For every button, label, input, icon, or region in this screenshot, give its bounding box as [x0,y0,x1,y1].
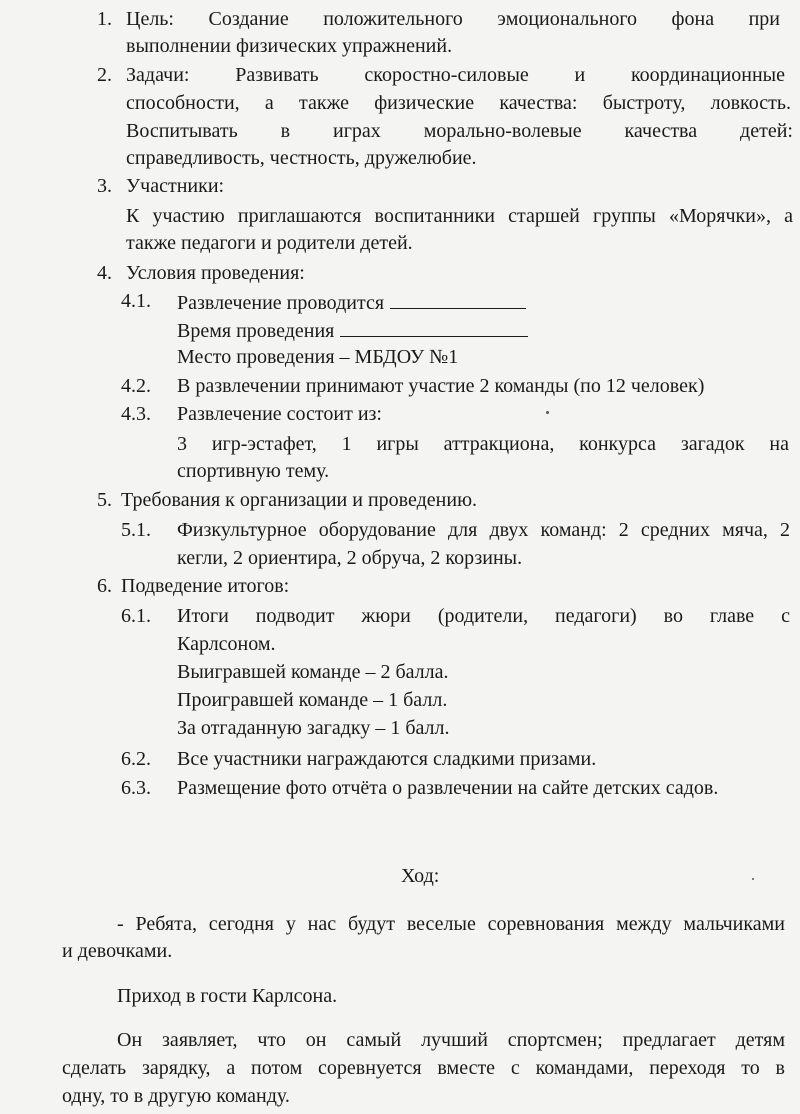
subitem-number: 5.1. [121,519,151,541]
paragraph-line: и девочками. [62,940,173,962]
goal-line: выполнении физических упражнений. [126,35,453,57]
item-number: 3. [97,175,112,197]
conditions-line: спортивную тему. [177,460,330,482]
subitem-number: 6.3. [121,777,151,799]
conditions-line [177,318,528,342]
tasks-line: Воспитывать в играх морально-волевые качества детей: [126,120,793,142]
item-title: Участники: [126,175,225,197]
participants-line: также педагоги и родители детей. [126,232,413,254]
section-heading: Ход: [401,865,440,887]
paragraph-line: одну, то в другую команду. [62,1085,290,1107]
conditions-text: Развлечение проводится [177,292,385,314]
blank-field [390,290,526,309]
results-line: Выигравшей команде – 2 балла. [177,661,449,683]
results-line: Размещение фото отчёта о развлечении на сайте детских садов. [177,777,719,799]
subitem-number: 6.1. [121,605,151,627]
conditions-line: 3 игр-эстафет, 1 игры аттракциона, конкурса загадок на [177,433,789,455]
paragraph-line: Приход в гости Карлсона. [117,985,338,1007]
tasks-line: Задачи: Развивать скоростно-силовые и координационные [126,64,785,86]
results-line: Все участники награждаются сладкими призами. [177,748,597,770]
requirements-line: кегли, 2 ориентира, 2 обруча, 2 корзины. [177,547,523,569]
item-number: 4. [97,262,112,284]
item-number: 2. [97,64,112,86]
tasks-line: справедливость, честность, дружелюбие. [126,147,477,169]
tasks-line: способности, а также физические качества: быстроту, ловкость. [126,92,791,114]
conditions-line: В развлечении принимают участие 2 команды (по 12 человек) [177,375,705,397]
results-line: За отгаданную загадку – 1 балл. [177,717,450,739]
subitem-number: 4.3. [121,403,151,425]
conditions-line: Место проведения – МБДОУ №1 [177,346,459,368]
paragraph-line: - Ребята, сегодня у нас будут веселые соревнования между мальчиками [117,913,785,935]
item-title: Условия проведения: [126,262,305,284]
results-line: Проигравшей команде – 1 балл. [177,689,448,711]
scan-speck [546,411,549,414]
item-title: Подведение итогов: [121,575,290,597]
item-number: 1. [97,8,112,30]
paragraph-line: Он заявляет, что он самый лучший спортсмен; предлагает детям [117,1029,785,1051]
requirements-line: Физкультурное оборудование для двух команд: 2 средних мяча, 2 [177,519,790,541]
participants-line: К участию приглашаются воспитанники старшей группы «Морячки», а [126,205,793,227]
conditions-line [177,290,526,314]
conditions-text: Время проведения [177,320,335,342]
paragraph-line: сделать зарядку, а потом соревнуется вместе с командами, переходя то в [62,1057,785,1079]
subitem-number: 4.1. [121,290,151,312]
scan-speck [752,878,754,880]
results-line: Итоги подводит жюри (родители, педагоги) во главе с [177,605,790,627]
item-title: Требования к организации и проведению. [121,489,478,511]
blank-field [340,318,528,337]
subitem-number: 4.2. [121,375,151,397]
results-line: Карлсоном. [177,633,276,655]
item-number: 5. [97,489,112,511]
conditions-line: Развлечение состоит из: [177,403,382,425]
subitem-number: 6.2. [121,748,151,770]
item-number: 6. [97,575,112,597]
goal-line: Цель: Создание положительного эмоционального фона при [126,8,780,30]
